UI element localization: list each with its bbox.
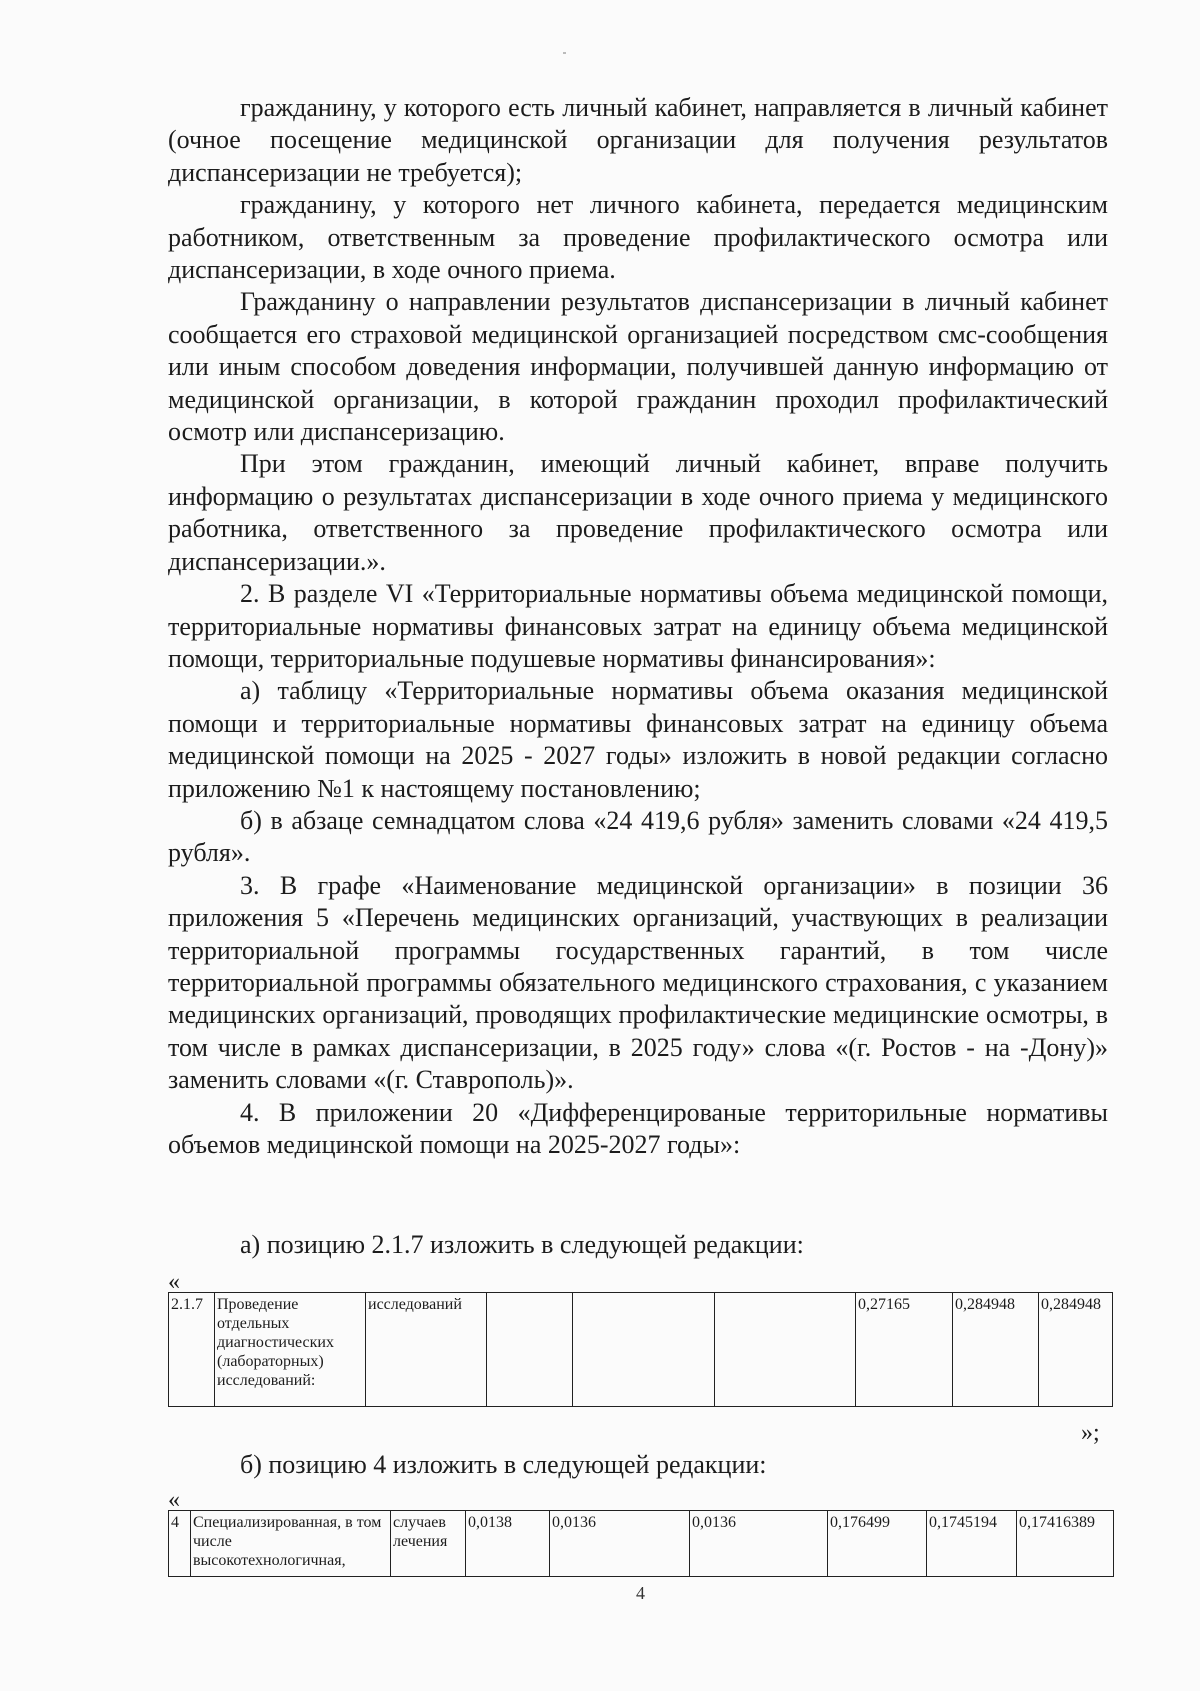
paragraph: 4. В приложении 20 «Дифференцированые территорильные нормативы объемов медицинской помощи на 2025-2027 годы»:	[168, 1097, 1108, 1159]
table-cell: 0,27165	[856, 1293, 953, 1407]
table-cell: 0,176499	[828, 1511, 927, 1577]
table-cell: 0,0138	[466, 1511, 550, 1577]
paragraph: б) в абзаце семнадцатом слова «24 419,6 рубля» заменить словами «24 419,5 рубля».	[168, 805, 1108, 868]
item-a-heading: а) позицию 2.1.7 изложить в следующей редакции:	[240, 1230, 804, 1259]
table-cell: 0,0136	[550, 1511, 690, 1577]
table-cell: 0,284948	[1039, 1293, 1113, 1407]
position-name: Проведение отдельных диагностических (лабораторных) исследований:	[215, 1293, 366, 1407]
table-cell: 0,1745194	[927, 1511, 1017, 1577]
table-row	[169, 1511, 1114, 1577]
table-cell	[573, 1293, 715, 1407]
open-quote: «	[168, 1487, 180, 1513]
paragraph: 2. В разделе VI «Территориальные нормативы объема медицинской помощи, территориальные нормативы финансовых затрат на единицу объема медицинской помощи, территориальные подушевые нормативы финансирования»:	[168, 579, 1108, 673]
open-quote: «	[168, 1269, 180, 1295]
table-row	[169, 1293, 1113, 1407]
paragraph: При этом гражданин, имеющий личный кабинет, вправе получить информацию о результатах диспансеризации в ходе очного приема у медицинского работника, ответственного за проведение профилактического осмотра или диспансеризации.».	[168, 449, 1108, 576]
table-cell	[715, 1293, 856, 1407]
paragraph: Гражданину о направлении результатов диспансеризации в личный кабинет сообщается его страховой медицинской организацией посредством смс-сообщения или иным способом доведения информации, получившей данную информацию от медицинской организации, в которой гражданин проходил профилактический осмотр или диспансеризацию.	[168, 287, 1108, 447]
paragraph: 3. В графе «Наименование медицинской организации» в позиции 36 приложения 5 «Перечень медицинских организаций, участвующих в реализации территориальной программы государственных гарантий, в том числе территориальной программы обязательного медицинского страхования, с указанием медицинских организаций, проводящих профилактические медицинские осмотры, в том числе в рамках диспансеризации, в 2025 году» слова «(г. Ростов - на -Дону)» заменить словами «(г. Ставрополь)».	[168, 870, 1108, 1095]
position-name: Специализированная, в том числе высокотехнологичная,	[191, 1511, 391, 1577]
position-4-table	[168, 1510, 1114, 1577]
position-unit: случаев лечения	[391, 1511, 466, 1577]
position-code: 4	[169, 1511, 191, 1577]
scan-artifact	[563, 52, 566, 54]
table-cell	[487, 1293, 573, 1407]
page-number: 4	[636, 1583, 645, 1603]
table-cell: 0,17416389	[1017, 1511, 1114, 1577]
table-cell: 0,0136	[690, 1511, 828, 1577]
position-code: 2.1.7	[169, 1293, 215, 1407]
position-2-1-7-table	[168, 1292, 1113, 1407]
body-text	[168, 92, 1108, 1161]
item-b-heading: б) позицию 4 изложить в следующей редакции:	[240, 1450, 767, 1479]
paragraph: гражданину, у которого нет личного кабинета, передается медицинским работником, ответственным за проведение профилактического осмотра или диспансеризации, в ходе очного приема.	[168, 190, 1108, 285]
paragraph: гражданину, у которого есть личный кабинет, направляется в личный кабинет (очное посещение медицинской организации для получения результатов диспансеризации не требуется);	[168, 93, 1108, 187]
close-quote: »;	[1081, 1420, 1100, 1446]
position-unit: исследований	[366, 1293, 487, 1407]
paragraph: а) таблицу «Территориальные нормативы объема оказания медицинской помощи и территориальные нормативы финансовых затрат на единицу объема медицинской помощи на 2025 - 2027 годы» изложить в новой редакции согласно приложению №1 к настоящему постановлению;	[168, 676, 1108, 803]
table-cell: 0,284948	[953, 1293, 1039, 1407]
